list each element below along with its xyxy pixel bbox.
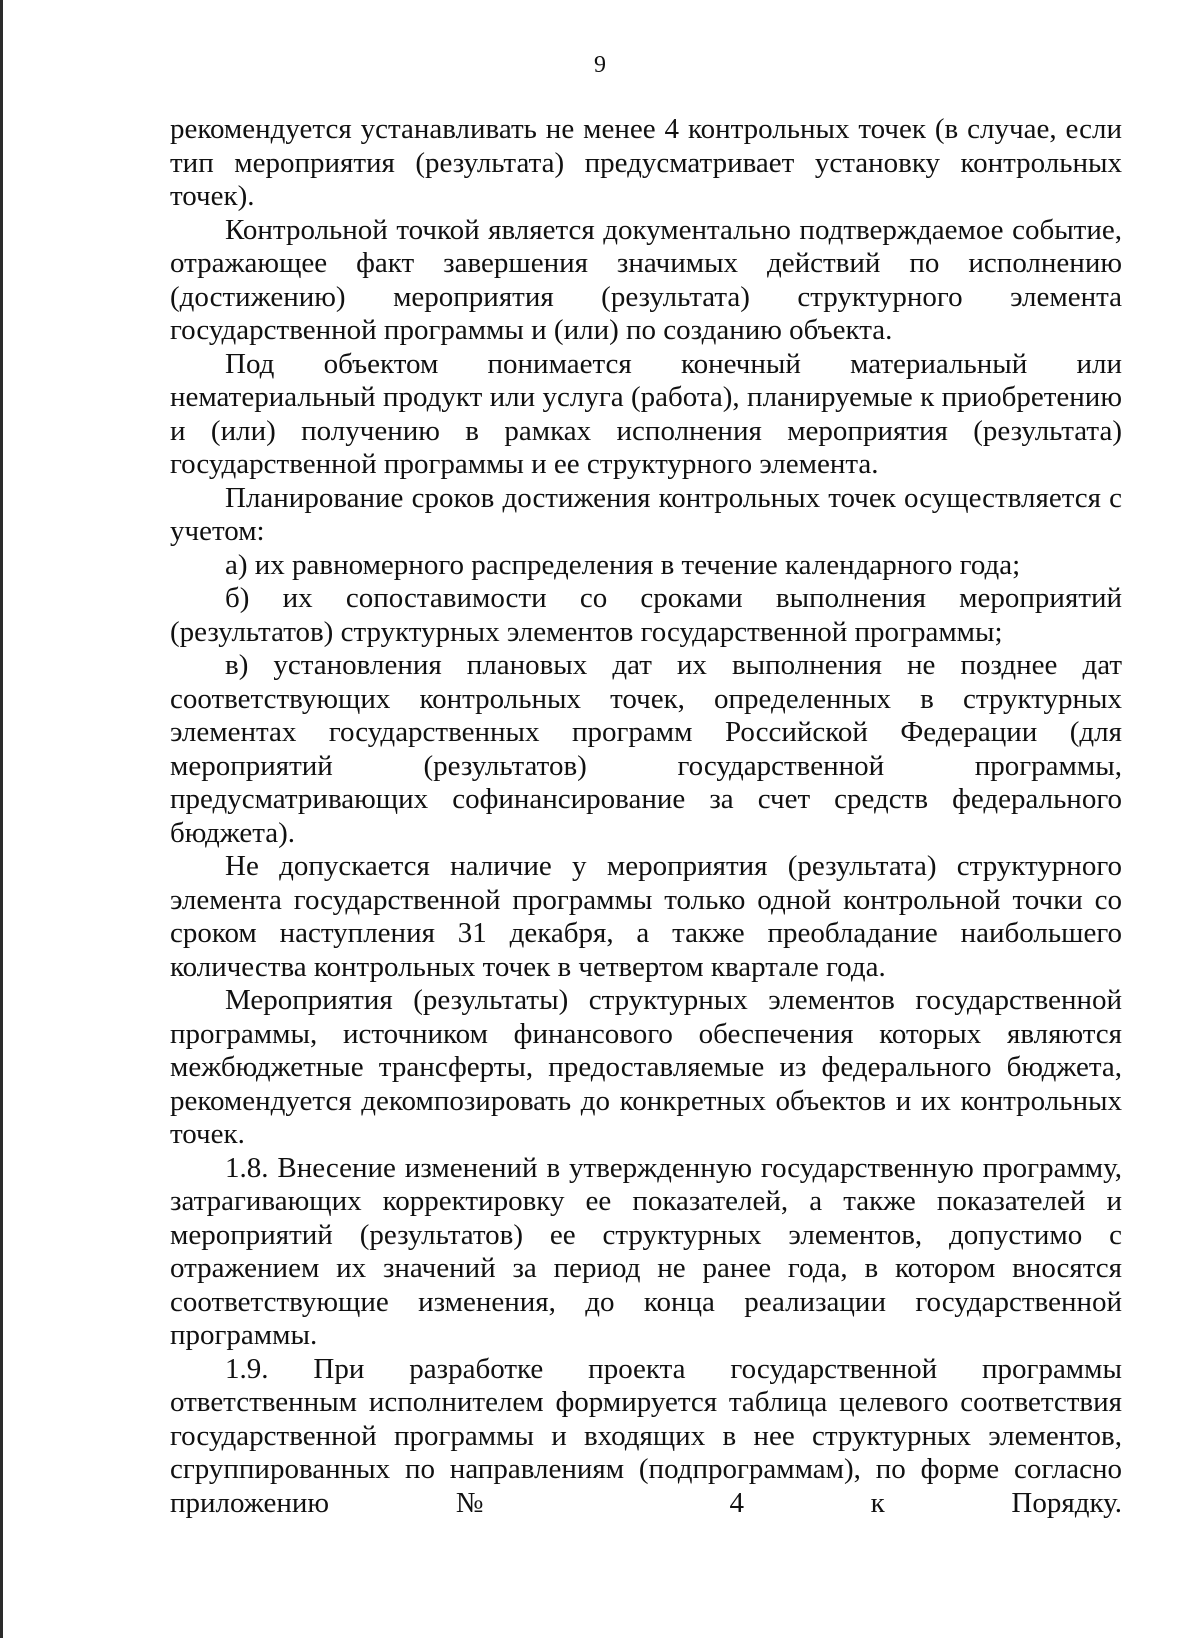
- section-1-8: 1.8. Внесение изменений в утвержденную государственную программу, затрагивающих корректировку ее показателей, а также показателей и мероприятий (результатов) ее структурных элементов, допустимо с отражением их значений за период не ранее года, в котором вносятся соответствующие изменения, до конца реализации государственной программы.: [170, 1151, 1122, 1351]
- list-item-c: в) установления плановых дат их выполнения не позднее дат соответствующих контрольных точек, определенных в структурных элементах государственных программ Российской Федерации (для мероприятий (результатов) государственной программы, предусматривающих софинансирование за счет средств федерального бюджета).: [170, 649, 1122, 849]
- list-item-b: б) их сопоставимости со сроками выполнения мероприятий (результатов) структурных элементов государственной программы;: [170, 582, 1122, 648]
- paragraph-not-allowed: Не допускается наличие у мероприятия (результата) структурного элемента государственной программы только одной контрольной точки со сроком наступления 31 декабря, а также преобладание наибольшего количества контрольных точек в четвертом квартале года.: [170, 850, 1122, 983]
- paragraph-interbudget-transfers: Мероприятия (результаты) структурных элементов государственной программы, источником финансового обеспечения которых являются межбюджетные трансферты, предоставляемые из федерального бюджета, рекомендуется декомпозировать до конкретных объектов и их контрольных точек.: [170, 984, 1122, 1150]
- paragraph-control-points-count: рекомендуется устанавливать не менее 4 контрольных точек (в случае, если тип мероприятия (результата) предусматривает установку контрольных точек).: [170, 113, 1122, 212]
- document-body: [170, 113, 1122, 1520]
- list-item-a: а) их равномерного распределения в течение календарного года;: [225, 548, 1021, 581]
- paragraph-planning-intro: Планирование сроков достижения контрольных точек осуществляется с учетом:: [170, 481, 1122, 547]
- paragraph-control-point-definition: Контрольной точкой является документально подтверждаемое событие, отражающее факт завершения значимых действий по исполнению (достижению) мероприятия (результата) структурного элемента государственной программы и (или) по созданию объекта.: [170, 213, 1122, 346]
- section-1-9: 1.9. При разработке проекта государственной программы ответственным исполнителем формируется таблица целевого соответствия государственной программы и входящих в нее структурных элементов, сгруппированных по направлениям (подпрограммам), по форме согласно приложению № 4 к Порядку.: [170, 1352, 1122, 1519]
- page-number: 9: [594, 52, 606, 78]
- scan-edge-line: [0, 0, 3, 1638]
- paragraph-object-definition: Под объектом понимается конечный материальный или нематериальный продукт или услуга (работа), планируемые к приобретению и (или) получению в рамках исполнения мероприятия (результата) государственной программы и ее структурного элемента.: [170, 347, 1122, 480]
